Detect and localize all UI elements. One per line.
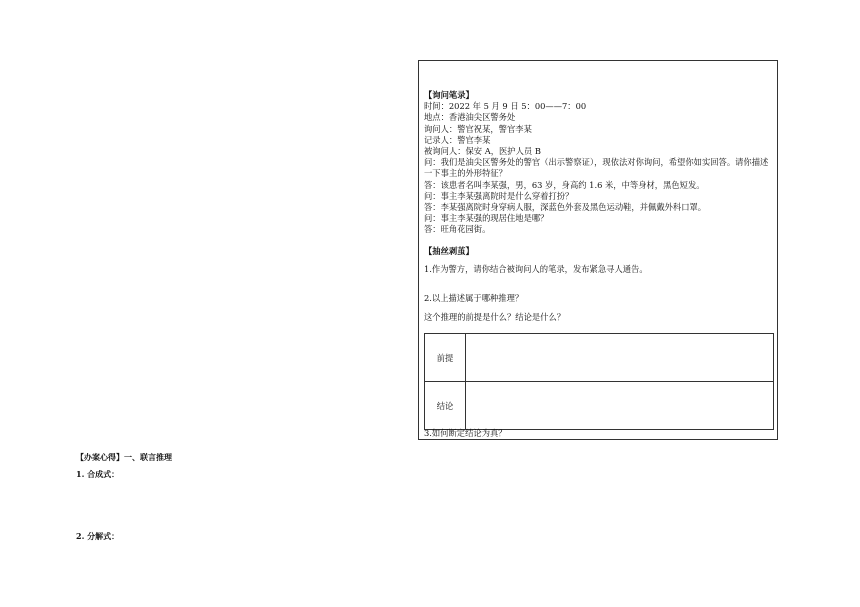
notes-title: 【办案心得】一、联言推理	[76, 452, 172, 462]
record-interviewees: 被询问人：保安 A，医护人员 B	[424, 146, 541, 157]
conclusion-answer-cell[interactable]	[466, 382, 774, 430]
conclusion-label: 结论	[425, 382, 466, 430]
record-title: 【询问笔录】	[424, 90, 474, 100]
record-recorder: 记录人：警官李某	[424, 134, 491, 145]
record-time: 时间：2022 年 5 月 9 日 5：00——7：00	[424, 101, 587, 112]
premise-answer-cell[interactable]	[466, 334, 774, 382]
notes-section	[76, 452, 172, 480]
task-2: 2.以上描述属于哪种推理？	[424, 293, 524, 304]
table-row	[425, 382, 774, 430]
task-3: 3.如何断定结论为真？	[424, 428, 507, 438]
tasks-title: 【抽丝剥茧】	[424, 245, 474, 256]
record-answer-3: 答：旺角花园街。	[424, 224, 491, 235]
record-place: 地点：香港油尖区警务处	[424, 112, 516, 123]
table-row	[425, 334, 774, 382]
premise-label: 前提	[425, 334, 466, 382]
task-1: 1.作为警方，请你结合被询问人的笔录，发布紧急寻人通告。	[424, 263, 648, 274]
record-question-3: 问：事主李某强的现居住地是哪？	[424, 213, 549, 224]
premise-conclusion-table	[424, 333, 774, 430]
record-section	[424, 90, 774, 323]
task-2-sub: 这个推理的前提是什么？结论是什么？	[424, 312, 566, 323]
record-inquirer: 询问人：警官祝某，警官李某	[424, 123, 532, 134]
record-answer-2: 答：李某强离院时身穿病人服，深蓝色外套及黑色运动鞋，并佩戴外科口罩。	[424, 202, 707, 213]
record-answer-1: 答：该患者名叫李某强，男，63 岁，身高约 1.6 米，中等身材，黑色短发。	[424, 179, 705, 190]
record-question-1: 问：我们是油尖区警务处的警官（出示警察证），现依法对你询问，希望你如实回答。请你描述一下事主的外形特征？	[424, 157, 769, 179]
notes-item-1: 1. 合成式：	[76, 469, 120, 479]
record-question-2: 问：事主李某强离院时是什么穿着打扮？	[424, 190, 574, 201]
notes-item-2: 2. 分解式：	[76, 531, 120, 541]
